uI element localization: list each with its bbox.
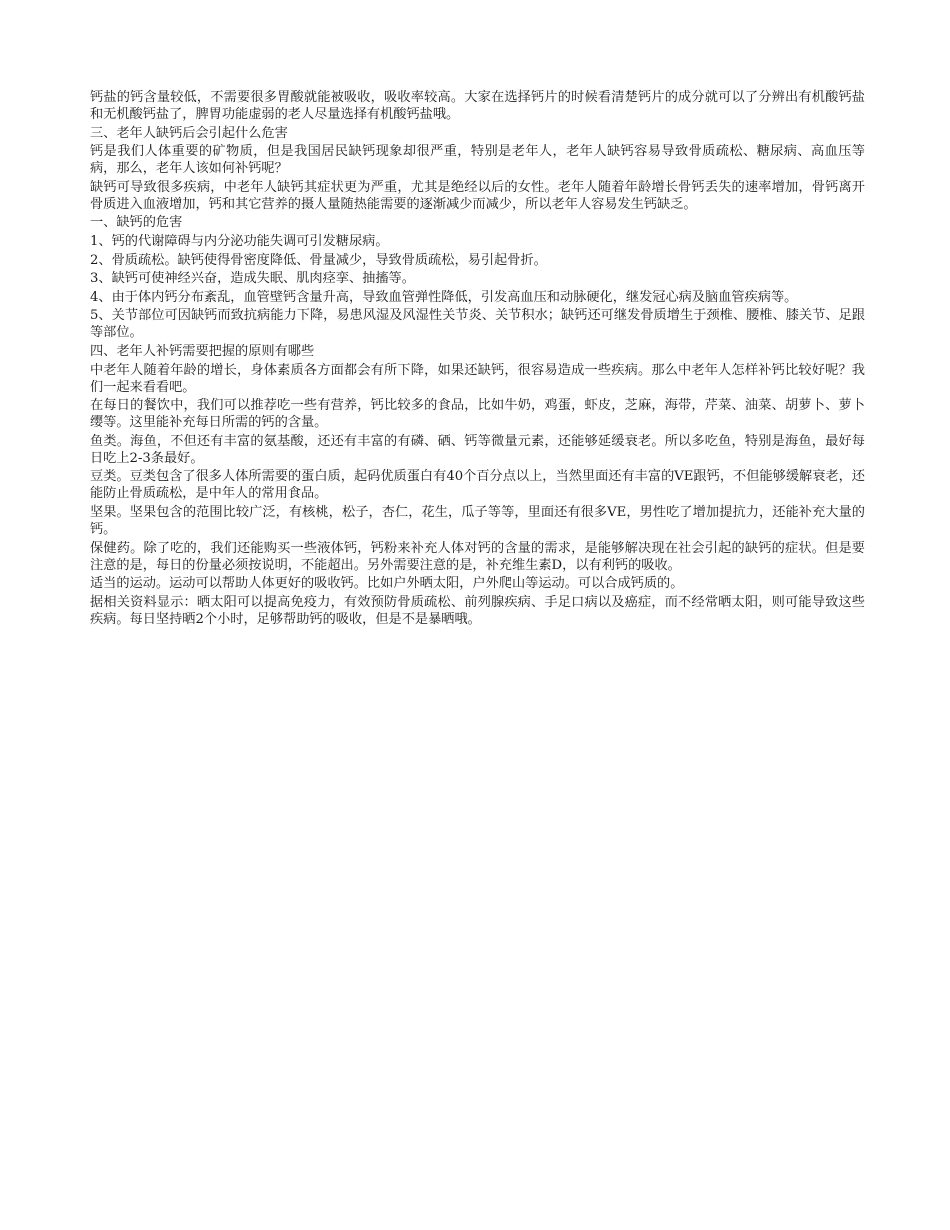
paragraph: 钙盐的钙含量较低，不需要很多胃酸就能被吸收，吸收率较高。大家在选择钙片的时候看清楚钙片的成分就可以了分辨出有机酸钙盐和无机酸钙盐了，脾胃功能虚弱的老人尽量选择有机酸钙盐哦。 [90,90,865,122]
section-heading: 三、老年人缺钙后会引起什么危害 [90,125,288,141]
paragraph: 在每日的餐饮中，我们可以推荐吃一些有营养，钙比较多的食品，比如牛奶，鸡蛋，虾皮，芝麻，海带，芹菜、油菜、胡萝卜、萝卜缨等。这里能补充每日所需的钙的含量。 [90,398,865,431]
list-item: 5、关节部位可因缺钙而致抗病能力下降，易患风湿及风湿性关节炎、关节积水；缺钙还可继发骨质增生于颈椎、腰椎、膝关节、足跟等部位。 [90,308,865,341]
list-item: 2、骨质疏松。缺钙使得骨密度降低、骨量减少，导致骨质疏松，易引起骨折。 [90,252,547,268]
subsection-heading: 一、缺钙的危害 [90,215,183,231]
document-body [90,89,865,628]
paragraph: 缺钙可导致很多疾病，中老年人缺钙其症状更为严重，尤其是绝经以后的女性。老年人随着年龄增长骨钙丢失的速率增加，骨钙离开骨质进入血液增加，钙和其它营养的摄人量随热能需要的逐渐减少而减少，所以老年人容易发生钙缺乏。 [90,179,865,212]
paragraph: 坚果。坚果包含的范围比较广泛，有核桃，松子，杏仁，花生，瓜子等等，里面还有很多VE，男性吃了增加提抗力，还能补充大量的钙。 [90,504,865,537]
paragraph: 适当的运动。运动可以帮助人体更好的吸收钙。比如户外晒太阳，户外爬山等运动。可以合成钙质的。 [90,576,684,592]
paragraph: 豆类。豆类包含了很多人体所需要的蛋白质，起码优质蛋白有40个百分点以上，当然里面还有丰富的VE跟钙，不但能够缓解衰老，还能防止骨质疏松，是中年人的常用食品。 [90,469,865,502]
paragraph: 钙是我们人体重要的矿物质，但是我国居民缺钙现象却很严重，特别是老年人，老年人缺钙容易导致骨质疏松、糖尿病、高血压等病，那么，老年人该如何补钙呢？ [90,144,865,177]
paragraph: 中老年人随着年龄的增长，身体素质各方面都会有所下降，如果还缺钙，很容易造成一些疾病。那么中老年人怎样补钙比较好呢？我们一起来看看吧。 [90,362,865,395]
paragraph: 据相关资料显示：晒太阳可以提高免疫力，有效预防骨质疏松、前列腺疾病、手足口病以及癌症，而不经常晒太阳，则可能导致这些疾病。每日坚持晒2个小时，足够帮助钙的吸收，但是不是暴晒哦。 [90,594,865,627]
paragraph: 保健药。除了吃的，我们还能购买一些液体钙，钙粉来补充人体对钙的含量的需求，是能够解决现在社会引起的缺钙的症状。但是要注意的是，每日的份量必须按说明，不能超出。另外需要注意的是，补充维生素D，以有利钙的吸收。 [90,540,865,573]
list-item: 4、由于体内钙分布紊乱，血管壁钙含量升高，导致血管弹性降低，引发高血压和动脉硬化，继发冠心病及脑血管疾病等。 [90,289,798,305]
list-item: 3、缺钙可使神经兴奋，造成失眠、肌肉痉挛、抽搐等。 [90,271,415,287]
list-item: 1、钙的代谢障碍与内分泌功能失调可引发糖尿病。 [90,233,389,249]
section-heading: 四、老年人补钙需要把握的原则有哪些 [90,343,315,359]
paragraph: 鱼类。海鱼，不但还有丰富的氨基酸，还还有丰富的有磷、硒、钙等微量元素，还能够延缓衰老。所以多吃鱼，特别是海鱼，最好每日吃上2-3条最好。 [90,433,865,466]
